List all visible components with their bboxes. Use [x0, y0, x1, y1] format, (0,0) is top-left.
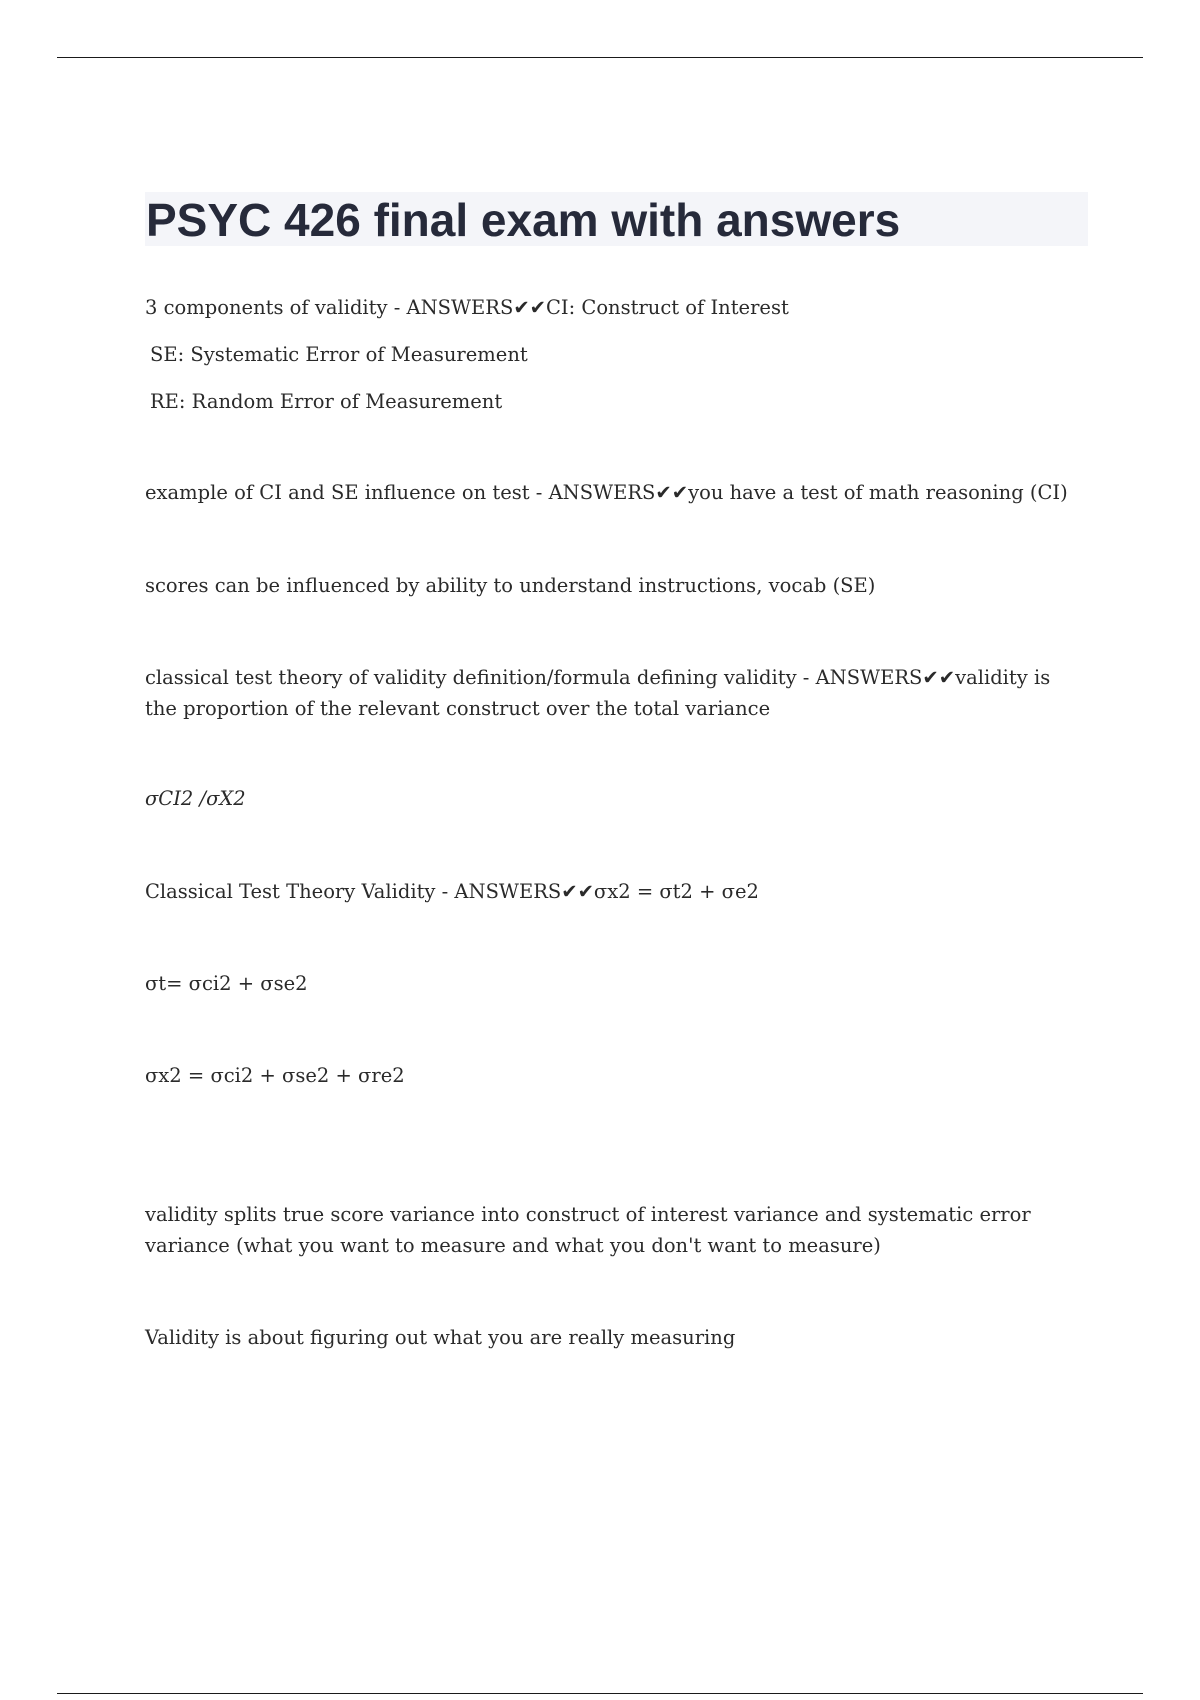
paragraph-validity-about: Validity is about figuring out what you are really measuring	[145, 1326, 736, 1349]
paragraph-ctt-validity-definition: classical test theory of validity definition/formula defining validity - ANSWERS✔✔validity is the proportion of the relevant construct over the total variance	[145, 666, 1051, 720]
paragraph-components-of-validity: 3 components of validity - ANSWERS✔✔CI: Construct of Interest	[145, 296, 789, 319]
paragraph-systematic-error: SE: Systematic Error of Measurement	[150, 343, 528, 366]
paragraph-validity-formula: σCI2 /σX2	[145, 787, 246, 810]
paragraph-true-score-formula: σt= σci2 + σse2	[145, 972, 308, 995]
paragraph-ci-se-example: example of CI and SE influence on test - ANSWERS✔✔you have a test of math reasoning (CI)	[145, 481, 1068, 504]
paragraph-random-error: RE: Random Error of Measurement	[150, 390, 503, 413]
paragraph-total-variance-formula: σx2 = σci2 + σse2 + σre2	[145, 1064, 405, 1087]
document-title: PSYC 426 final exam with answers	[146, 194, 901, 246]
top-rule	[57, 57, 1143, 58]
paragraph-validity-splits: validity splits true score variance into construct of interest variance and systematic error variance (what you want to measure and what you don't want to measure)	[145, 1203, 1031, 1257]
paragraph-scores-influenced: scores can be influenced by ability to understand instructions, vocab (SE)	[145, 574, 876, 597]
paragraph-ctt-validity: Classical Test Theory Validity - ANSWERS✔✔σx2 = σt2 + σe2	[145, 880, 759, 903]
bottom-rule	[57, 1693, 1143, 1694]
